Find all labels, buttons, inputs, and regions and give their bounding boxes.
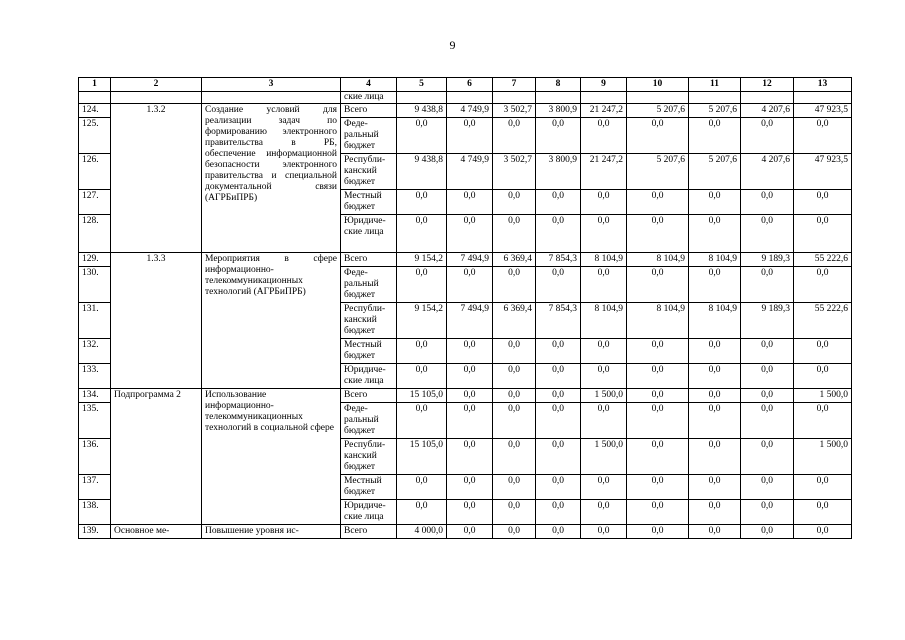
value-cell: 0,0 xyxy=(397,118,447,154)
funding-source-cell: Юридиче-ские лица xyxy=(341,215,397,253)
page-number: 9 xyxy=(449,38,456,52)
row-number-cell: 132. xyxy=(79,339,111,364)
value-cell: 0,0 xyxy=(493,118,536,154)
funding-source-cell: Местный бюджет xyxy=(341,475,397,500)
value-cell: 0,0 xyxy=(689,267,741,303)
value-cell: 5 207,6 xyxy=(627,104,689,118)
value-cell: 0,0 xyxy=(689,403,741,439)
column-header: 13 xyxy=(794,78,852,92)
value-cell: 0,0 xyxy=(689,475,741,500)
value-cell: 0,0 xyxy=(741,215,794,253)
row-number-cell: 126. xyxy=(79,154,111,190)
funding-source-cell: Феде-ральный бюджет xyxy=(341,403,397,439)
value-cell: 0,0 xyxy=(794,525,852,539)
value-cell: 0,0 xyxy=(794,500,852,525)
value-cell: 0,0 xyxy=(493,364,536,389)
row-number-cell: 135. xyxy=(79,403,111,439)
value-cell: 8 104,9 xyxy=(581,253,627,267)
funding-source-cell: Всего xyxy=(341,389,397,403)
value-cell: 0,0 xyxy=(627,267,689,303)
value-cell: 3 502,7 xyxy=(493,104,536,118)
value-cell: 4 749,9 xyxy=(447,154,493,190)
program-code-cell: Подпрограмма 2 xyxy=(111,389,202,525)
value-cell: 9 438,8 xyxy=(397,154,447,190)
column-header: 4 xyxy=(341,78,397,92)
row-number-cell: 137. xyxy=(79,475,111,500)
row-number-cell: 130. xyxy=(79,267,111,303)
funding-source-cell: Феде-ральный бюджет xyxy=(341,118,397,154)
value-cell: 0,0 xyxy=(741,500,794,525)
value-cell: 9 189,3 xyxy=(741,303,794,339)
value-cell: 0,0 xyxy=(493,439,536,475)
value-cell: 8 104,9 xyxy=(581,303,627,339)
value-cell: 5 207,6 xyxy=(689,154,741,190)
value-cell: 1 500,0 xyxy=(581,439,627,475)
value-cell: 0,0 xyxy=(794,364,852,389)
value-cell: 47 923,5 xyxy=(794,154,852,190)
value-cell: 0,0 xyxy=(741,439,794,475)
funding-source-cell: Всего xyxy=(341,253,397,267)
value-cell: 0,0 xyxy=(581,500,627,525)
value-cell: 0,0 xyxy=(493,403,536,439)
value-cell: 9 438,8 xyxy=(397,104,447,118)
value-cell: 0,0 xyxy=(493,267,536,303)
funding-source-cell: Местный бюджет xyxy=(341,190,397,215)
value-cell: 0,0 xyxy=(447,364,493,389)
column-header: 8 xyxy=(536,78,581,92)
value-cell: 0,0 xyxy=(397,215,447,253)
value-cell: 0,0 xyxy=(397,190,447,215)
value-cell: 4 207,6 xyxy=(741,104,794,118)
value-cell: 0,0 xyxy=(581,475,627,500)
value-cell: 0,0 xyxy=(794,267,852,303)
funding-source-cell: Местный бюджет xyxy=(341,339,397,364)
value-cell: 0,0 xyxy=(741,190,794,215)
value-cell: 0,0 xyxy=(447,267,493,303)
value-cell: 0,0 xyxy=(447,339,493,364)
program-code-cell: Основное ме- xyxy=(111,525,202,539)
value-cell: 0,0 xyxy=(581,525,627,539)
program-description-cell: Создание условий для реализации задач по формированию электронного правительства в РБ, обеспечение информационной безопасности электронного правительства и специальной документальной связи (АГРБиПРБ) xyxy=(202,104,341,253)
value-cell: 3 502,7 xyxy=(493,154,536,190)
value-cell: 0,0 xyxy=(689,500,741,525)
value-cell: 9 154,2 xyxy=(397,253,447,267)
budget-table xyxy=(78,77,852,539)
value-cell: 0,0 xyxy=(536,215,581,253)
value-cell: 0,0 xyxy=(493,525,536,539)
value-cell: 0,0 xyxy=(794,190,852,215)
value-cell: 0,0 xyxy=(397,267,447,303)
value-cell: 0,0 xyxy=(794,339,852,364)
value-cell: 0,0 xyxy=(447,118,493,154)
program-description-cell: Мероприятия в сфере информационно-телекоммуникационных технологий (АГРБиПРБ) xyxy=(202,253,341,389)
value-cell: 0,0 xyxy=(627,364,689,389)
value-cell: 0,0 xyxy=(536,439,581,475)
value-cell: 21 247,2 xyxy=(581,104,627,118)
funding-source-cell: Юридиче-ские лица xyxy=(341,500,397,525)
program-code-cell: 1.3.2 xyxy=(111,104,202,253)
value-cell: 0,0 xyxy=(689,439,741,475)
value-cell: 55 222,6 xyxy=(794,303,852,339)
value-cell: 15 105,0 xyxy=(397,439,447,475)
value-cell: 0,0 xyxy=(536,364,581,389)
row-number-cell: 139. xyxy=(79,525,111,539)
value-cell: 0,0 xyxy=(627,389,689,403)
funding-source-cell: Всего xyxy=(341,525,397,539)
value-cell: 0,0 xyxy=(627,403,689,439)
value-cell: 0,0 xyxy=(447,475,493,500)
value-cell: 3 800,9 xyxy=(536,154,581,190)
value-cell: 55 222,6 xyxy=(794,253,852,267)
row-number-cell: 124. xyxy=(79,104,111,118)
value-cell: 0,0 xyxy=(493,500,536,525)
value-cell: 47 923,5 xyxy=(794,104,852,118)
funding-source-cell: Республи-канский бюджет xyxy=(341,303,397,339)
row-number-cell: 133. xyxy=(79,364,111,389)
value-cell: 0,0 xyxy=(447,403,493,439)
value-cell: 0,0 xyxy=(397,475,447,500)
value-cell: 0,0 xyxy=(493,190,536,215)
value-cell: 0,0 xyxy=(581,364,627,389)
table-row xyxy=(79,253,852,267)
value-cell: 0,0 xyxy=(493,389,536,403)
value-cell: 1 500,0 xyxy=(581,389,627,403)
value-cell: 21 247,2 xyxy=(581,154,627,190)
continuation-row xyxy=(79,92,852,104)
value-cell: 0,0 xyxy=(536,267,581,303)
value-cell: 0,0 xyxy=(741,118,794,154)
value-cell: 1 500,0 xyxy=(794,439,852,475)
value-cell: 0,0 xyxy=(447,190,493,215)
value-cell: 0,0 xyxy=(536,525,581,539)
value-cell: 0,0 xyxy=(536,118,581,154)
value-cell: 0,0 xyxy=(536,500,581,525)
value-cell: 4 749,9 xyxy=(447,104,493,118)
value-cell: 15 105,0 xyxy=(397,389,447,403)
value-cell: 0,0 xyxy=(493,475,536,500)
value-cell: 0,0 xyxy=(741,339,794,364)
value-cell: 6 369,4 xyxy=(493,303,536,339)
value-cell: 0,0 xyxy=(536,389,581,403)
value-cell: 7 854,3 xyxy=(536,303,581,339)
value-cell: 0,0 xyxy=(689,339,741,364)
funding-source-cell: Республи-канский бюджет xyxy=(341,439,397,475)
value-cell: 6 369,4 xyxy=(493,253,536,267)
column-header: 10 xyxy=(627,78,689,92)
value-cell: 0,0 xyxy=(581,339,627,364)
value-cell: 0,0 xyxy=(627,215,689,253)
value-cell: 0,0 xyxy=(741,389,794,403)
value-cell: 0,0 xyxy=(447,439,493,475)
value-cell: 0,0 xyxy=(627,525,689,539)
value-cell: 0,0 xyxy=(741,403,794,439)
funding-source-cell: Юридиче-ские лица xyxy=(341,364,397,389)
value-cell: 0,0 xyxy=(493,215,536,253)
value-cell: 0,0 xyxy=(794,403,852,439)
value-cell: 0,0 xyxy=(536,475,581,500)
value-cell: 0,0 xyxy=(689,525,741,539)
row-number-cell: 131. xyxy=(79,303,111,339)
value-cell: 5 207,6 xyxy=(689,104,741,118)
value-cell: 5 207,6 xyxy=(627,154,689,190)
column-header-row xyxy=(79,78,852,92)
row-number-cell: 125. xyxy=(79,118,111,154)
value-cell: 0,0 xyxy=(581,118,627,154)
row-number-cell: 127. xyxy=(79,190,111,215)
program-description-cell: Использование информационно-телекоммуникационных технологий в социальной сфере xyxy=(202,389,341,525)
program-description-cell: Повышение уровня ис- xyxy=(202,525,341,539)
value-cell: 0,0 xyxy=(689,364,741,389)
column-header: 7 xyxy=(493,78,536,92)
column-header: 1 xyxy=(79,78,111,92)
value-cell: 0,0 xyxy=(536,190,581,215)
value-cell: 0,0 xyxy=(689,190,741,215)
value-cell: 0,0 xyxy=(397,403,447,439)
value-cell: 0,0 xyxy=(689,118,741,154)
funding-source-cell: Республи-канский бюджет xyxy=(341,154,397,190)
table-row xyxy=(79,389,852,403)
value-cell: 7 854,3 xyxy=(536,253,581,267)
column-header: 11 xyxy=(689,78,741,92)
column-header: 6 xyxy=(447,78,493,92)
column-header: 12 xyxy=(741,78,794,92)
value-cell: 8 104,9 xyxy=(689,303,741,339)
table-row xyxy=(79,104,852,118)
column-header: 2 xyxy=(111,78,202,92)
value-cell: 8 104,9 xyxy=(689,253,741,267)
row-number-cell: 136. xyxy=(79,439,111,475)
value-cell: 8 104,9 xyxy=(627,253,689,267)
table-row xyxy=(79,525,852,539)
value-cell: 0,0 xyxy=(397,364,447,389)
continued-source-cell: ские лица xyxy=(341,92,397,104)
value-cell: 0,0 xyxy=(536,403,581,439)
value-cell: 0,0 xyxy=(493,339,536,364)
value-cell: 9 154,2 xyxy=(397,303,447,339)
value-cell: 4 207,6 xyxy=(741,154,794,190)
value-cell: 4 000,0 xyxy=(397,525,447,539)
value-cell: 9 189,3 xyxy=(741,253,794,267)
funding-source-cell: Всего xyxy=(341,104,397,118)
value-cell: 0,0 xyxy=(627,475,689,500)
value-cell: 3 800,9 xyxy=(536,104,581,118)
value-cell: 0,0 xyxy=(741,525,794,539)
value-cell: 1 500,0 xyxy=(794,389,852,403)
value-cell: 0,0 xyxy=(447,525,493,539)
value-cell: 0,0 xyxy=(447,215,493,253)
value-cell: 0,0 xyxy=(581,215,627,253)
value-cell: 0,0 xyxy=(627,439,689,475)
value-cell: 0,0 xyxy=(741,364,794,389)
value-cell: 7 494,9 xyxy=(447,253,493,267)
value-cell: 0,0 xyxy=(689,215,741,253)
value-cell: 0,0 xyxy=(397,339,447,364)
program-code-cell: 1.3.3 xyxy=(111,253,202,389)
value-cell: 0,0 xyxy=(794,475,852,500)
column-header: 5 xyxy=(397,78,447,92)
value-cell: 0,0 xyxy=(741,475,794,500)
value-cell: 0,0 xyxy=(447,500,493,525)
value-cell: 0,0 xyxy=(447,389,493,403)
row-number-cell: 129. xyxy=(79,253,111,267)
value-cell: 8 104,9 xyxy=(627,303,689,339)
value-cell: 0,0 xyxy=(536,339,581,364)
value-cell: 0,0 xyxy=(627,500,689,525)
row-number-cell: 138. xyxy=(79,500,111,525)
value-cell: 0,0 xyxy=(581,403,627,439)
value-cell: 0,0 xyxy=(627,190,689,215)
value-cell: 0,0 xyxy=(689,389,741,403)
funding-source-cell: Феде-ральный бюджет xyxy=(341,267,397,303)
column-header: 3 xyxy=(202,78,341,92)
column-header: 9 xyxy=(581,78,627,92)
row-number-cell: 134. xyxy=(79,389,111,403)
row-number-cell: 128. xyxy=(79,215,111,253)
value-cell: 0,0 xyxy=(581,190,627,215)
value-cell: 0,0 xyxy=(581,267,627,303)
value-cell: 0,0 xyxy=(627,118,689,154)
value-cell: 7 494,9 xyxy=(447,303,493,339)
value-cell: 0,0 xyxy=(627,339,689,364)
value-cell: 0,0 xyxy=(741,267,794,303)
value-cell: 0,0 xyxy=(794,215,852,253)
value-cell: 0,0 xyxy=(397,500,447,525)
value-cell: 0,0 xyxy=(794,118,852,154)
